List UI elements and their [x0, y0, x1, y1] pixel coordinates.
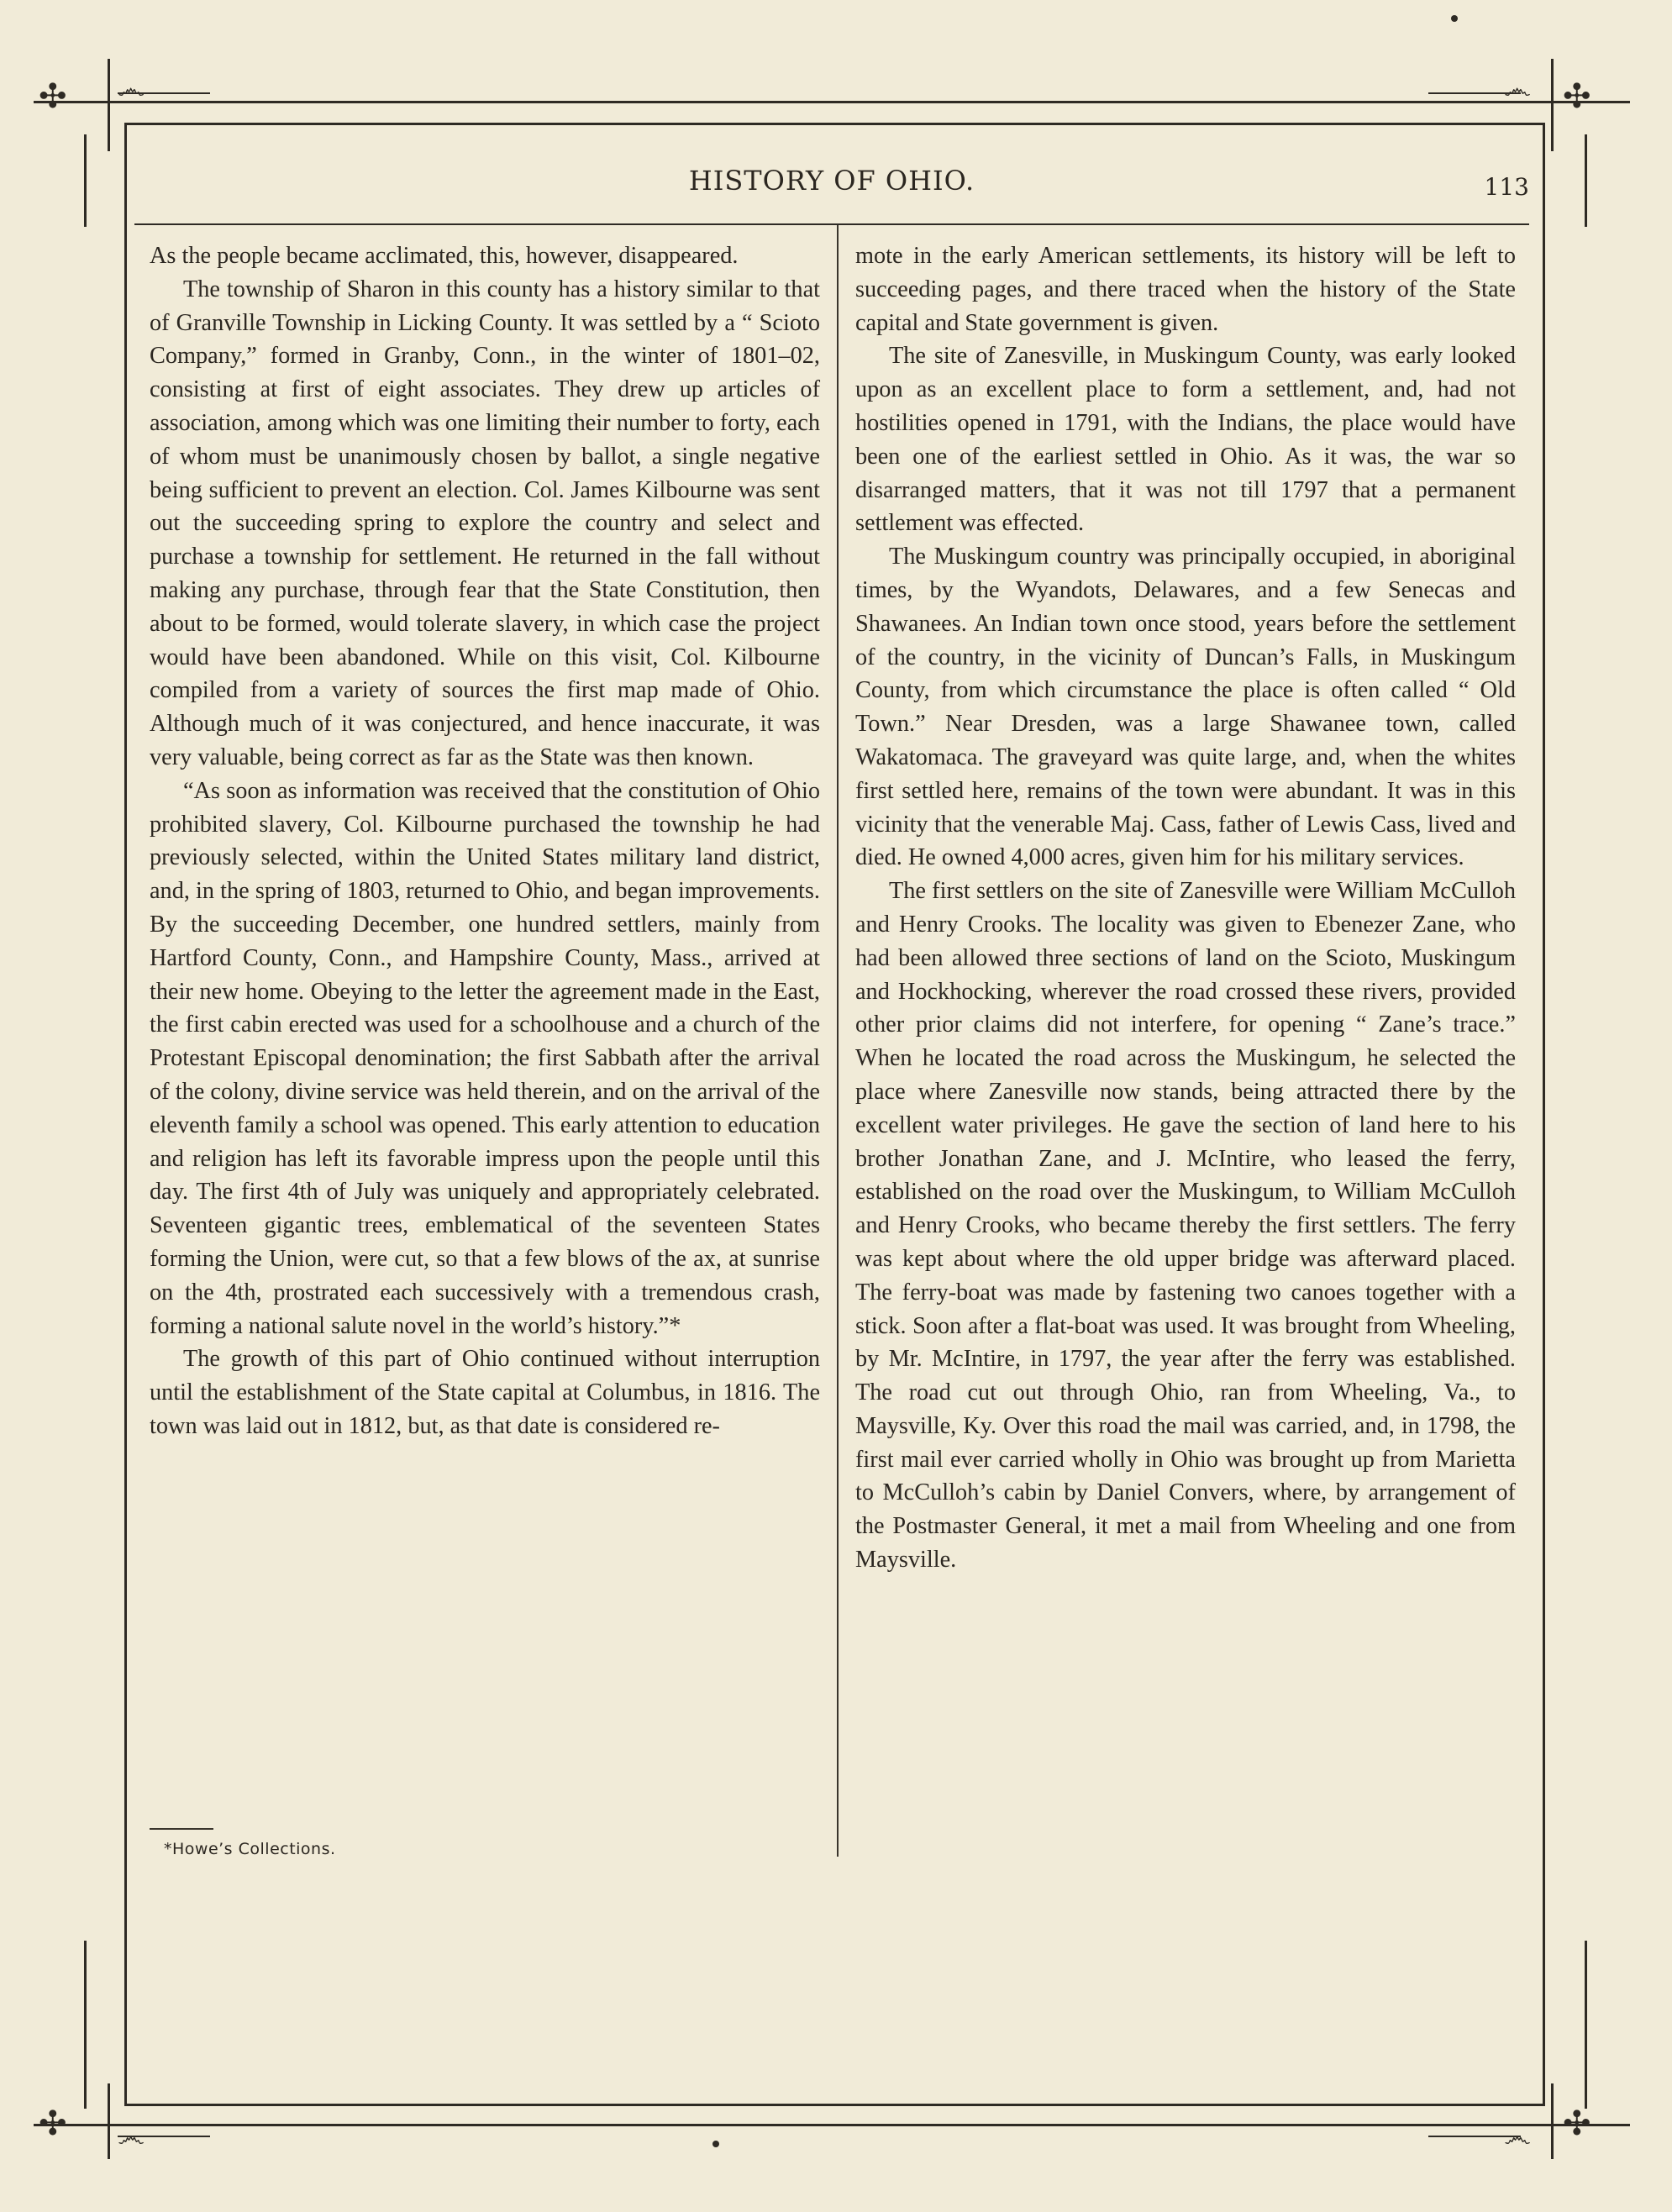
left-column [150, 239, 820, 1844]
scroll-flourish-icon: ෴ [118, 2120, 145, 2154]
corner-ornament-bottom-right-icon: ✣ [1563, 2104, 1591, 2143]
ornament-dot [1451, 15, 1458, 22]
footnote-rule [150, 1828, 213, 1830]
corner-ornament-top-right-icon: ✣ [1563, 77, 1591, 116]
paragraph: The Muskingum country was principally occupied, in aboriginal times, by the Wyandots, Delawares, and a few Senecas and Shawanees. An Indian town once stood, years before the settlement of the country, in the vicinity of Duncan’s Falls, in Muskingum County, from which circumstance the place is often called “ Old Town.” Near Dresden, was a large Shawanee town, called Wakatomaca. The graveyard was quite large, and, when the whites first settled here, remains of the town were abundant. It was in this vicinity that the venerable Maj. Cass, father of Lewis Cass, lived and died. He owned 4,000 acres, given him for his military services. [855, 544, 1516, 871]
scroll-flourish-icon: ෴ [1504, 72, 1532, 106]
footnote: *Howe’s Collections. [164, 1840, 336, 1858]
page-number: 113 [1484, 173, 1529, 201]
paragraph: The growth of this part of Ohio continued without interruption until the establishment of the State capital at Columbus, in 1816. The town was laid out in 1812, but, as that date is considered re- [150, 1346, 820, 1439]
scroll-flourish-icon: ෴ [1504, 2120, 1532, 2154]
right-column [855, 239, 1516, 1844]
corner-ornament-top-left-icon: ✣ [39, 77, 67, 116]
running-header [134, 165, 1529, 215]
paragraph: mote in the early American settlements, its history will be left to succeeding pages, and there traced when the history of the State capital and State government is given. [855, 243, 1516, 336]
paragraph: “As soon as information was received that the constitution of Ohio prohibited slavery, Col. Kilbourne purchased the township he had previously selected, within the United States military land district, and, in the spring of 1803, returned to Ohio, and began improvements. By the succeeding December, one hundred settlers, mainly from Hartford County, Conn., and Hampshire County, Mass., arrived at their new home. Obeying to the letter the agreement made in the East, the first cabin erected was used for a schoolhouse and a church of the Protestant Episcopal denomination; the first Sabbath after the arrival of the colony, divine service was held therein, and on the arrival of the eleventh family a school was opened. This early attention to education and religion has left its favorable impress upon the people until this day. The first 4th of July was uniquely and appropriately celebrated. Seventeen gigantic trees, emblematical of the seventeen States forming the Union, were cut, so that a few blows of the ax, at sunrise on the 4th, prostrated each successively with a tremendous crash, forming a national salute novel in the world’s history.”* [150, 777, 820, 1339]
scroll-flourish-icon: ෴ [118, 72, 145, 106]
header-rule [134, 223, 1529, 225]
ornament-dot [712, 2141, 719, 2147]
running-title: HISTORY OF OHIO. [688, 165, 975, 197]
column-divider [837, 225, 839, 1857]
paragraph: The township of Sharon in this county has a history similar to that of Granville Township in Licking County. It was settled by a “ Scioto Company,” formed in Granby, Conn., in the winter of 1801–02, consisting at first of eight associates. They drew up articles of association, among which was one limiting their number to forty, each of whom must be unanimously chosen by ballot, a single negative being sufficient to prevent an election. Col. James Kilbourne was sent out the succeeding spring to explore the country and select and purchase a township for settlement. He returned in the fall without making any purchase, through fear that the State Constitution, then about to be formed, would tolerate slavery, in which case the project would have been abandoned. While on this visit, Col. Kilbourne compiled from a variety of sources the first map made of Ohio. Although much of it was conjectured, and hence inaccurate, it was very valuable, being correct as far as the State was then known. [150, 276, 820, 770]
paragraph: The first settlers on the site of Zanesville were William McCulloh and Henry Crooks. The locality was given to Ebenezer Zane, who had been allowed three sections of land on the Scioto, Muskingum and Hockhocking, wherever the road crossed these rivers, provided other prior claims did not interfere, for opening “ Zane’s trace.” When he located the road across the Muskingum, he selected the place where Zanesville now stands, being attracted there by the excellent water privileges. He gave the section of land here to his brother Jonathan Zane, and J. McIntire, who leased the ferry, established on the road over the Muskingum, to William McCulloh and Henry Crooks, who became thereby the first settlers. The ferry was kept about where the old upper bridge was afterward placed. The ferry-boat was made by fastening two canoes together with a stick. Soon after a flat-boat was used. It was brought from Wheeling, by Mr. McIntire, in 1797, the year after the ferry was established. The road cut out through Ohio, ran from Wheeling, Va., to Maysville, Ky. Over this road the mail was carried, and, in 1798, the first mail ever carried wholly in Ohio was brought up from Marietta to McCulloh’s cabin by Daniel Convers, where, by arrangement of the Postmaster General, it met a mail from Wheeling and one from Maysville. [855, 878, 1516, 1574]
corner-ornament-bottom-left-icon: ✣ [39, 2104, 67, 2143]
paragraph: As the people became acclimated, this, however, disappeared. [150, 243, 739, 269]
paragraph: The site of Zanesville, in Muskingum County, was early looked upon as an excellent place to form a settlement, and, had not hostilities opened in 1791, with the Indians, the place would have been one of the earliest settled in Ohio. As it was, the war so disarranged matters, that it was not till 1797 that a permanent settlement was effected. [855, 343, 1516, 537]
